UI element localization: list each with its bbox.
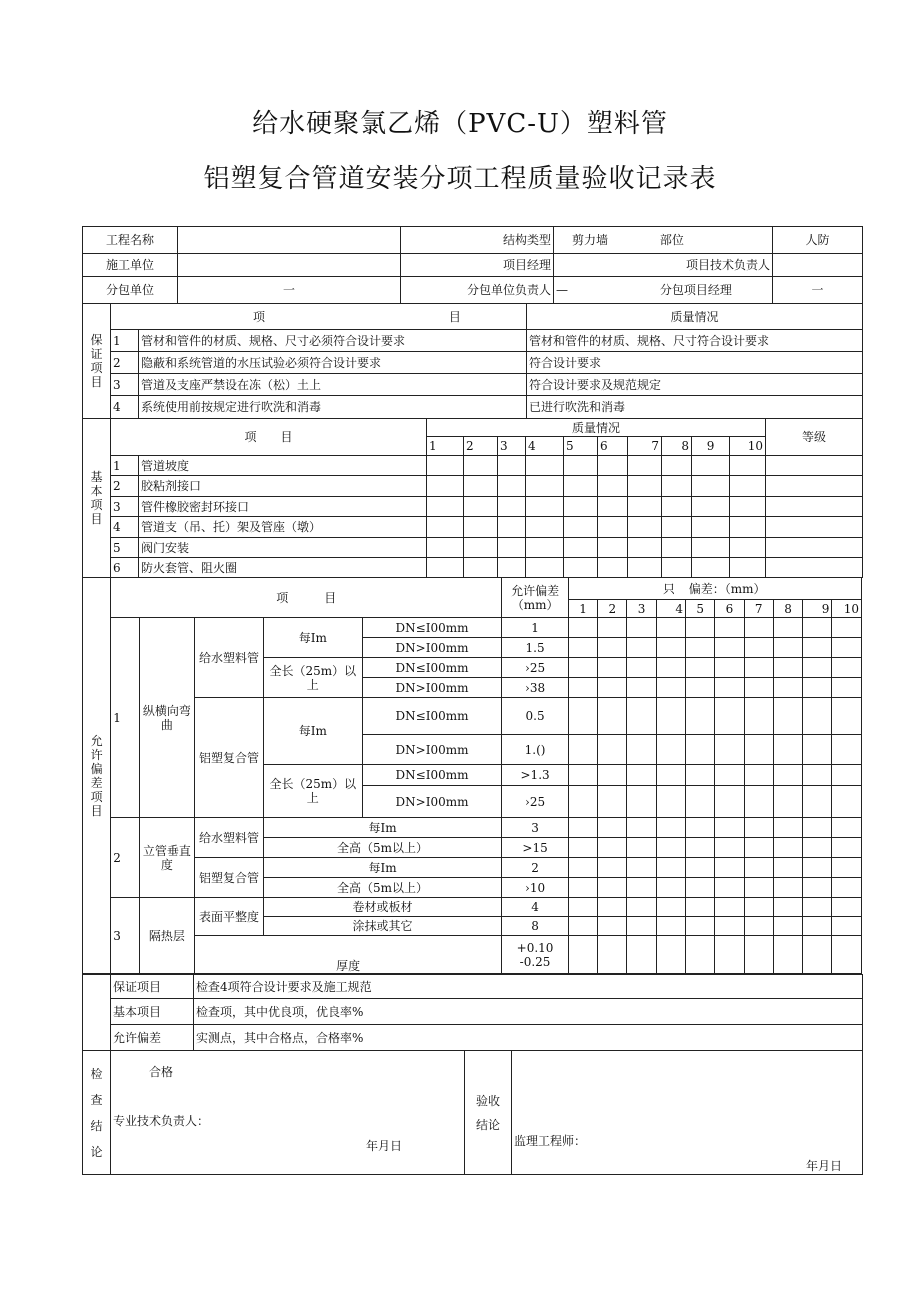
material-name: 给水塑料管 — [195, 618, 264, 698]
subcontract-manager-value: 一 — [773, 277, 863, 304]
quality-text: 符合设计要求 — [527, 352, 863, 374]
item-text: 防火套管、阻火圈 — [139, 558, 427, 578]
row-number: 4 — [111, 517, 139, 538]
title-line-2: 铝塑复合管道安装分项工程质量验收记录表 — [203, 164, 717, 194]
position-value: 人防 — [773, 227, 863, 254]
table-row — [83, 352, 863, 374]
quality-text: 管材和管件的材质、规格、尺寸符合设计要求 — [527, 330, 863, 352]
row-number: 2 — [111, 476, 139, 497]
table-row — [83, 558, 863, 578]
col-number: 2 — [464, 437, 498, 456]
col-number: 4 — [656, 600, 685, 618]
title-line-1: 给水硬聚氯乙烯（PVC-U）塑料管 — [252, 109, 668, 139]
col-number: 10 — [730, 437, 766, 456]
accept-date: 年月日 — [805, 1159, 842, 1173]
row-number: 3 — [111, 374, 139, 396]
guarantee-side-label: 保 证 项 目 — [83, 304, 111, 419]
dn-range: DN≤I00mm — [362, 765, 501, 786]
table-row — [83, 396, 863, 419]
allowed-value: ›38 — [502, 678, 569, 698]
allowed-value: +0.10 -0.25 — [502, 936, 569, 974]
dn-range: DN>I00mm — [362, 735, 501, 765]
basic-grade-header: 等级 — [766, 419, 863, 456]
dn-range: DN>I00mm — [362, 638, 501, 658]
item-text: 管道坡度 — [139, 456, 427, 476]
allowed-value: 1.5 — [502, 638, 569, 658]
check-date: 年月日 — [366, 1139, 403, 1153]
item-text: 管件橡胶密封环接口 — [139, 497, 427, 517]
subcontract-unit-label: 分包单位 — [83, 277, 178, 304]
check-result: 合格 — [149, 1065, 174, 1079]
col-number: 5 — [564, 437, 598, 456]
structure-type-label: 结构类型 — [401, 227, 554, 254]
col-number: 5 — [686, 600, 715, 618]
subcontract-leader-label: 分包单位负责人 — [401, 277, 554, 304]
item-text: 阀门安装 — [139, 538, 427, 558]
conclusion-table — [82, 1050, 863, 1175]
conclusion-side-label: 检 查 结 论 — [83, 1051, 111, 1175]
row-number: 3 — [111, 497, 139, 517]
allowed-value: ›25 — [502, 786, 569, 818]
allowed-value: 1.() — [502, 735, 569, 765]
guarantee-table — [82, 303, 863, 419]
guarantee-item-header: 项 — [253, 309, 266, 324]
tech-leader-sign-label: 专业技术负责人： — [113, 1114, 210, 1128]
basic-table — [82, 418, 863, 578]
construction-unit-value — [178, 254, 401, 277]
roll-material-label: 卷材或板材 — [263, 898, 501, 917]
surface-flatness-label: 表面平整度 — [195, 898, 264, 936]
item-text: 管道及支座严禁设在冻（松）土上 — [139, 374, 527, 396]
supervisor-sign-label: 监理工程师： — [514, 1134, 587, 1148]
quality-text: 符合设计要求及规范规定 — [527, 374, 863, 396]
table-row — [83, 497, 863, 517]
col-number: 4 — [526, 437, 564, 456]
summary-guarantee-value: 检查4项符合设计要求及施工规范 — [194, 975, 863, 999]
summary-basic-value: 检查项，其中优良项，优良率% — [194, 999, 863, 1025]
measured-header-1: 只 — [662, 581, 675, 596]
dn-range: DN≤I00mm — [362, 618, 501, 638]
material-name: 给水塑料管 — [195, 818, 264, 858]
guarantee-item-header-2: 目 — [448, 309, 461, 324]
summary-table — [82, 974, 863, 1051]
basic-side-label: 基 本 项 目 — [83, 419, 111, 578]
col-number: 7 — [628, 437, 662, 456]
deviation-table — [82, 577, 862, 974]
group-number: 3 — [111, 898, 139, 974]
table-row — [83, 330, 863, 352]
summary-deviation-value: 实测点，其中合格点，合格率% — [194, 1025, 863, 1051]
group-number: 2 — [111, 818, 139, 898]
group-number: 1 — [111, 618, 139, 818]
dn-range: DN>I00mm — [362, 786, 501, 818]
allowed-value: 8 — [502, 917, 569, 936]
construction-unit-label: 施工单位 — [83, 254, 178, 277]
row-number: 1 — [111, 330, 139, 352]
item-text: 隐蔽和系统管道的水压试验必须符合设计要求 — [139, 352, 527, 374]
per-meter-label: 每Im — [263, 698, 362, 765]
measured-header-3: ：（mm） — [712, 581, 766, 596]
item-text: 管道支（吊、托）架及管座（墩） — [139, 517, 427, 538]
table-row — [83, 374, 863, 396]
col-number: 1 — [427, 437, 464, 456]
full-length-label: 全长（25m）以上 — [263, 765, 362, 818]
project-manager-label: 项目经理 — [401, 254, 554, 277]
material-name: 铝塑复合管 — [195, 858, 264, 898]
guarantee-quality-header: 质量情况 — [527, 304, 863, 330]
thickness-label: 厚度 — [195, 936, 502, 974]
project-name-label: 工程名称 — [83, 227, 178, 254]
allowed-value: 0.5 — [502, 698, 569, 735]
table-row — [83, 538, 863, 558]
basic-item-header: 项 目 — [111, 419, 427, 456]
summary-guarantee-label: 保证项目 — [111, 975, 194, 999]
row-number: 5 — [111, 538, 139, 558]
tech-leader-label: 项目技术负责人 — [554, 254, 773, 277]
full-height-label: 全高（5m以上） — [263, 838, 501, 858]
allowed-value: 2 — [502, 858, 569, 878]
tech-leader-value — [773, 254, 863, 277]
material-name: 铝塑复合管 — [195, 698, 264, 818]
per-meter-label: 每Im — [263, 618, 362, 658]
allowed-value: >15 — [502, 838, 569, 858]
check-conclusion-cell — [111, 1051, 465, 1175]
table-row — [83, 476, 863, 497]
subcontract-manager-label: 分包项目经理 — [659, 283, 732, 297]
col-number: 6 — [715, 600, 744, 618]
col-number: 1 — [568, 600, 597, 618]
summary-deviation-label: 允许偏差 — [111, 1025, 194, 1051]
item-text: 胶粘剂接口 — [139, 476, 427, 497]
table-row — [83, 517, 863, 538]
full-height-label: 全高（5m以上） — [263, 878, 501, 898]
col-number: 8 — [773, 600, 802, 618]
col-number: 7 — [744, 600, 773, 618]
item-text: 管材和管件的材质、规格、尺寸必须符合设计要求 — [139, 330, 527, 352]
col-number: 10 — [832, 600, 862, 618]
col-number: 3 — [627, 600, 656, 618]
per-meter-label: 每Im — [263, 858, 501, 878]
dn-range: DN>I00mm — [362, 678, 501, 698]
row-number: 1 — [111, 456, 139, 476]
col-number: 9 — [803, 600, 832, 618]
deviation-side-label: 允 许 偏 差 项 目 — [83, 578, 111, 974]
allowed-value: 4 — [502, 898, 569, 917]
header-table — [82, 226, 863, 304]
structure-type-value: 剪力墙 — [572, 233, 609, 247]
group-name: 立管垂直度 — [139, 818, 195, 898]
subcontract-leader-value: — — [556, 283, 568, 297]
allowed-value: ›10 — [502, 878, 569, 898]
allowed-value: ›25 — [502, 658, 569, 678]
col-number: 9 — [692, 437, 730, 456]
row-number: 6 — [111, 558, 139, 578]
subcontract-unit-value: 一 — [178, 277, 401, 304]
col-number: 6 — [598, 437, 628, 456]
allowed-value: 3 — [502, 818, 569, 838]
accept-conclusion-cell — [512, 1051, 863, 1175]
accept-conclusion-label: 验收 结论 — [465, 1051, 512, 1175]
group-name: 隔热层 — [139, 898, 195, 974]
table-row — [83, 456, 863, 476]
position-label: 部位 — [659, 233, 684, 247]
per-meter-label: 每Im — [263, 818, 501, 838]
quality-text: 已进行吹洗和消毒 — [527, 396, 863, 419]
full-length-label: 全长（25m）以上 — [263, 658, 362, 698]
row-number: 4 — [111, 396, 139, 419]
dn-range: DN≤I00mm — [362, 658, 501, 678]
measured-header-2: 偏差 — [688, 581, 713, 596]
project-name-value — [178, 227, 401, 254]
col-number: 2 — [598, 600, 627, 618]
col-number: 3 — [498, 437, 526, 456]
paint-material-label: 涂抹或其它 — [263, 917, 501, 936]
deviation-allow-header: 允许偏差 （mm） — [502, 578, 569, 618]
basic-quality-header: 质量情况 — [427, 419, 766, 437]
group-name: 纵横向弯曲 — [139, 618, 195, 818]
allowed-value: 1 — [502, 618, 569, 638]
item-text: 系统使用前按规定进行吹洗和消毒 — [139, 396, 527, 419]
summary-basic-label: 基本项目 — [111, 999, 194, 1025]
dn-range: DN≤I00mm — [362, 698, 501, 735]
allowed-value: >1.3 — [502, 765, 569, 786]
col-number: 8 — [662, 437, 692, 456]
deviation-item-header: 项 目 — [111, 578, 502, 618]
row-number: 2 — [111, 352, 139, 374]
